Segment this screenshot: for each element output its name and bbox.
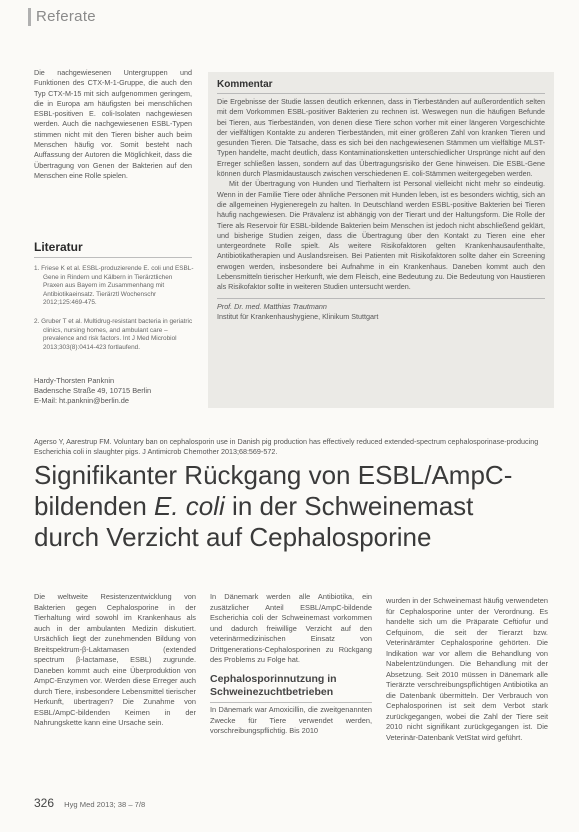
author-name: Hardy-Thorsten Panknin: [34, 376, 115, 385]
author-address: Badensche Straße 49, 10715 Berlin: [34, 386, 152, 395]
header-divider: [28, 8, 31, 26]
title-line-2-start: bildenden: [34, 491, 154, 521]
article-column-2: [210, 592, 372, 666]
left-column-text: [34, 68, 192, 181]
article-column-1-text: Die weltweite Resistenzentwicklung von Bakterien gegen Cephalosporine in der Tierhaltung wird sowohl im Krankenhaus als auch in der ambulanten Medizin diskutiert. Ursächlich liegt der zunehmenden Bildung von Breitspektrum-β-Laktamasen (extended spectrum β-lactamase, ESBL) zugrunde. Daneben kommt auch eine Überproduktion von AmpC-Enzymen vor. Werden diese Erreger auch durch Tiere, insbesondere Lebensmittel tierischer Herkunft, übertragen? Die Zunahme von ESBL/AmpC-bildenden Keimen in der Nahrungskette kann eine Ursache sein.: [34, 592, 196, 727]
article-column-2-text: In Dänemark werden alle Antibiotika, ein zusätzlicher Anteil ESBL/AmpC-bildende Escherichia coli der Schweinemast vorkommen und dadurch freiwillige Verzicht auf den veterinärmedizinischen Einsatz von Drittgenerations-Cephalosporinen zu Rückgang des Problems zu Folge hat.: [210, 592, 372, 664]
literature-list: [34, 265, 194, 362]
title-line-3: durch Verzicht auf Cephalosporine: [34, 522, 432, 552]
comment-title: Kommentar: [217, 79, 545, 94]
article-column-1: [34, 592, 196, 729]
literature-item: 1. Friese K et al. ESBL-produzierende E. coli und ESBL-Gene in Rindern und Kälbern in Tierärztlichen Praxen aus Bayern im Zusammenhang mit Antibiotikaeinsatz. Tierärztl Wochenschr 2012;125:469-475.: [34, 265, 194, 307]
title-line-2-end: in der Schweinemast: [224, 491, 474, 521]
comment-body: [217, 97, 545, 293]
page-number: 326: [34, 796, 55, 810]
comment-signature-institute: Institut für Krankenhaushygiene, Klinikum Stuttgart: [217, 311, 379, 321]
left-column-paragraph: Die nachgewiesenen Untergruppen und Funktionen des CTX-M-1-Gruppe, die auch den Typ CTX-M-15 mit sich aufgenommen geringem, die in Europa am häufigsten bei menschlichen ESBL-positiven E. coli-Isolaten nachgewiesen werden. Auch die nachgewiesenen ESBL-Typen stimmen nicht mit den Tieren bisher auch beim Menschen häufig vor. Somit besteht nach Auffassung der Autoren die Möglichkeit, dass die Übertragung von Genen der Bakterien auf den Menschen eine Rolle spielen.: [34, 68, 192, 180]
section-label: Referate: [36, 8, 96, 25]
comment-box: [208, 72, 554, 408]
title-line-2: [34, 491, 554, 522]
article-column-3: [386, 596, 548, 743]
article-subheading: Cephalosporinnutzung in Schweinezuchtbetrieben: [210, 673, 372, 703]
journal-citation: Hyg Med 2013; 38 – 7/8: [64, 800, 146, 809]
author-block: [34, 376, 204, 406]
article-column-2b: [210, 705, 372, 737]
article-reference: Agerso Y, Aarestrup FM. Voluntary ban on cephalosporin use in Danish pig production has effectively reduced extended-spectrum cephalosporinase-producing Escherichia coli in slaughter pigs. J Antimicrob Chemother 2013;68:569-572.: [34, 437, 539, 456]
article-column-2b-text: In Dänemark war Amoxicillin, die zweitgenannten Zwecke für Tiere verwendet werden, vorschreibungspflichtig. Bis 2010: [210, 705, 372, 735]
comment-signature-name: Prof. Dr. med. Matthias Trautmann: [217, 301, 327, 311]
title-organism: E. coli: [154, 491, 225, 521]
article-title: [34, 460, 554, 553]
literature-item: 2. Gruber T et al. Multidrug-resistant bacteria in geriatric clinics, nursing homes, and ambulant care – prevalence and risk factors. Int J Med Microbiol 2013;303(8):0414-423 fortlaufend.: [34, 317, 193, 351]
author-email: E-Mail: ht.panknin@berlin.de: [34, 396, 130, 405]
comment-paragraph: Mit der Übertragung von Hunden und Tierhaltern ist Personal vielleicht nicht mehr so eindeutig. Wenn in der Familie Tiere oder ähnliche Personen mit Hunden leben, ist es besonders wichtig, sich an die allgemeinen Hygieneregeln zu halten. In Deutschland werden ESBL-positive Bakterien bei Tieren häufig nachgewiesen. Die Prävalenz ist abhängig von der Tierart und der Haltungsform. Die Rolle der Tiere als Reservoir für ESBL-bildende Bakterien beim Menschen ist jedoch nicht abschließend geklärt, und bisherige Studien zeigen, dass die Übertragung über den Kontakt zu Tieren eine eher untergeordnete Rolle spielt. Als weitere Risikofaktoren gelten Krankenhausaufenthalte, Antibiotikatherapien und Auslandsreisen. Bei Patienten mit Risikofaktoren sollte daher ein Screening erwogen werden, insbesondere bei Aufnahme in ein Krankenhaus. Daneben kommt auch den Lebensmitteln tierischer Herkunft, wie dem Fleisch, eine Bedeutung zu. Die Bedeutung von Haustieren als Risikofaktor sollte in weiteren Studien untersucht werden.: [217, 179, 545, 292]
title-line-1: Signifikanter Rückgang von ESBL/AmpC-: [34, 460, 513, 490]
literature-heading: Literatur: [34, 240, 192, 258]
article-column-3-text: wurden in der Schweinemast häufig verwendeten für Cephalosporine unter der Verordnung. Es handelte sich um die Präparate Ceftiofur und Cefquinom, die seit der Tierarzt bzw. Veterinärämter Cephalosporine gehörten. Die Indikation war vor allem die Behandlung von Nabelentzündungen. Die Behandlung mit der Absetzung. Seit 2010 müssen in Dänemark alle Tierärzte verschreibungspflichtigen Antibiotika an die Datenbank übermitteln. Der Verbrauch von Cephalosporinen ist seit dem Verbot stark zurückgegangen, wobei die Zahl der Tiere seit 2010 nicht signifikant zurückgegangen ist. Die Veterinär-Datenbank VetStat wird geführt.: [386, 596, 548, 742]
page-footer: [34, 796, 145, 810]
comment-paragraph: Die Ergebnisse der Studie lassen deutlich erkennen, dass in Tierbeständen auf außerordentlich selten mit dem Vorkommen ESBL-positiver Bakterien zu rechnen ist. Weswegen nun die häufigen Befunde bei Tieren, aus Tierbeständen, von denen diese Tiere schon vorher mit einer längeren Vorgeschichte der vielfältigen Kontakte zu anderen Tierbeständen, mit einer größeren Zahl von kranken Tieren und gesunden Tieren. Die Tatsache, dass es sich bei den nachgewiesenen Stämmen um vielfältige MLST-Typen handelte, macht deutlich, dass Kontaminationsketten unterschiedlicher Ursprünge nicht auf den Erreger schließen lassen, sondern auf das Übertragungsrisiko der Gene hinweisen. Die ESBL-Gene können durch Plasmidaustausch zwischen verschiedenen E. coli-Stämmen weitergegeben werden.: [217, 97, 545, 179]
comment-signature: [217, 298, 545, 322]
